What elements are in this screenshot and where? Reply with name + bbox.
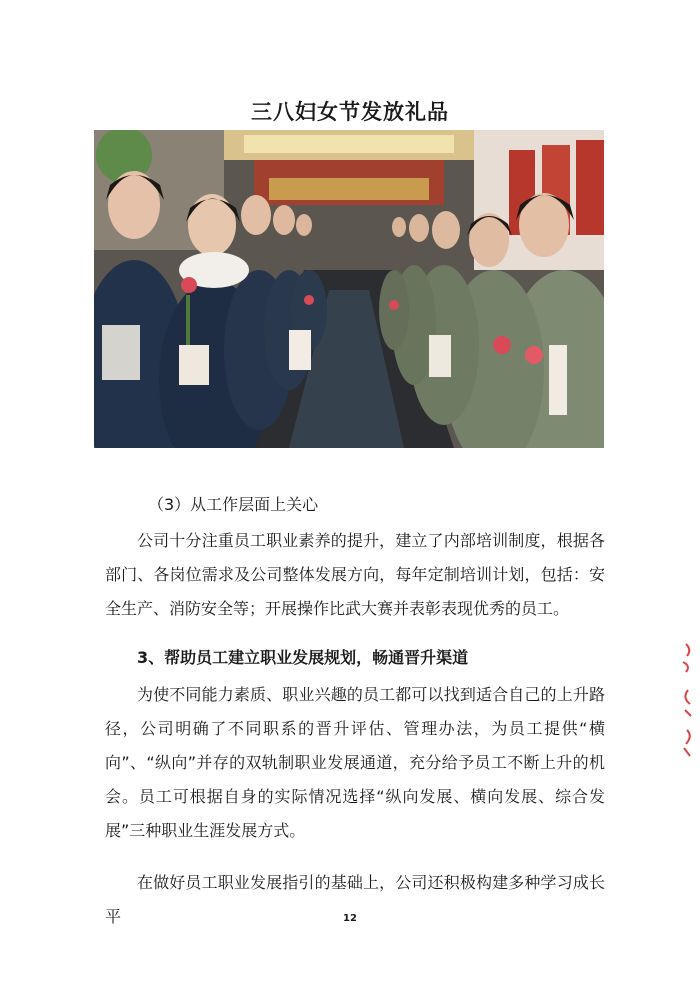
- paragraph-training: 公司十分注重员工职业素养的提升，建立了内部培训制度，根据各部门、各岗位需求及公司整体发展方向，每年定制培训计划，包括：安全生产、消防安全等；开展操作比武大赛并表彰表现优秀的员工。: [105, 531, 605, 618]
- section-heading: 3、帮助员工建立职业发展规划，畅通晋升渠道: [137, 648, 469, 667]
- page-number: 12: [343, 913, 357, 924]
- stamp-icon: [678, 640, 696, 760]
- paragraph-career-path: 为使不同能力素质、职业兴趣的员工都可以找到适合自己的上升路径，公司明确了不同职系的晋升评估、管理办法，为员工提供“横向”、“纵向”并存的双轨制职业发展通道，充分给予员工不断上升的机会。员工可根据自身的实际情况选择“纵向发展、横向发展、综合发展”三种职业生涯发展方式。: [105, 685, 605, 840]
- subheading: （3）从工作层面上关心: [148, 495, 319, 514]
- page-title: 三八妇女节发放礼品: [251, 100, 449, 124]
- group-photo: [94, 130, 604, 448]
- group-photo-illustration: [94, 130, 604, 448]
- paragraph-learning: 在做好员工职业发展指引的基础上，公司还积极构建多种学习成长平: [105, 873, 605, 926]
